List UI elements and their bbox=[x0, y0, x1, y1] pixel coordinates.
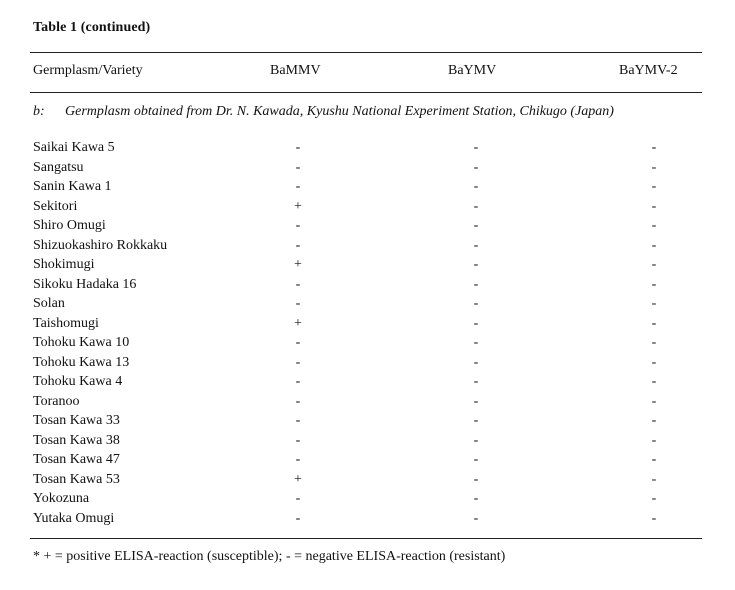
variety-cell: Toranoo bbox=[33, 393, 80, 409]
bammv-cell: - bbox=[295, 491, 301, 506]
variety-cell: Yokozuna bbox=[33, 491, 90, 506]
table-row bbox=[0, 199, 735, 219]
baymv-cell: - bbox=[473, 315, 479, 331]
variety-cell: Yutaka Omugi bbox=[33, 510, 115, 526]
table-row bbox=[0, 257, 735, 277]
baymv-cell: - bbox=[473, 432, 479, 448]
variety-cell: Tohoku Kawa 10 bbox=[33, 335, 130, 350]
variety-cell: Shokimugi bbox=[33, 257, 95, 272]
bammv-cell: - bbox=[295, 413, 301, 428]
baymv-cell: - bbox=[473, 179, 479, 194]
bammv-cell: - bbox=[295, 218, 301, 233]
baymv2-cell: - bbox=[651, 432, 657, 448]
section-tag: b: bbox=[33, 104, 45, 119]
baymv-cell: - bbox=[473, 452, 479, 467]
baymv-cell: - bbox=[473, 491, 479, 506]
table-row bbox=[0, 335, 735, 355]
bammv-cell: + bbox=[294, 471, 302, 487]
baymv-cell: - bbox=[473, 257, 479, 272]
bammv-cell: - bbox=[295, 335, 301, 350]
baymv-cell: - bbox=[473, 237, 479, 253]
table-row bbox=[0, 374, 735, 394]
baymv-cell: - bbox=[473, 393, 479, 409]
table-row bbox=[0, 491, 735, 511]
baymv2-cell: - bbox=[651, 393, 657, 409]
table-title: Table 1 (continued) bbox=[33, 20, 151, 35]
table-row bbox=[0, 316, 735, 336]
bammv-cell: - bbox=[295, 374, 301, 389]
table-row bbox=[0, 433, 735, 453]
table-row bbox=[0, 238, 735, 258]
baymv-cell: - bbox=[473, 510, 479, 526]
baymv-cell: - bbox=[473, 198, 479, 214]
variety-cell: Tosan Kawa 53 bbox=[33, 471, 120, 487]
baymv2-cell: - bbox=[651, 257, 657, 272]
baymv-cell: - bbox=[473, 218, 479, 233]
header-germplasm: Germplasm/Variety bbox=[33, 63, 143, 78]
baymv2-cell: - bbox=[651, 296, 657, 311]
bammv-cell: - bbox=[295, 276, 301, 292]
table-row bbox=[0, 140, 735, 160]
variety-cell: Taishomugi bbox=[33, 315, 99, 331]
bammv-cell: + bbox=[294, 257, 302, 272]
variety-cell: Shiro Omugi bbox=[33, 218, 106, 233]
table-row bbox=[0, 160, 735, 180]
baymv2-cell: - bbox=[651, 237, 657, 253]
baymv2-cell: - bbox=[651, 179, 657, 194]
section-text: Germplasm obtained from Dr. N. Kawada, Kyushu National Experiment Station, Chikugo (Japan) bbox=[65, 104, 614, 119]
table-row bbox=[0, 472, 735, 492]
header-baymv2: BaYMV-2 bbox=[619, 63, 678, 78]
baymv-cell: - bbox=[473, 471, 479, 487]
baymv2-cell: - bbox=[651, 471, 657, 487]
table-body bbox=[0, 140, 735, 530]
table-row bbox=[0, 452, 735, 472]
table-row bbox=[0, 277, 735, 297]
bammv-cell: - bbox=[295, 179, 301, 194]
bammv-cell: - bbox=[295, 452, 301, 467]
baymv2-cell: - bbox=[651, 452, 657, 467]
variety-cell: Solan bbox=[33, 296, 65, 311]
baymv2-cell: - bbox=[651, 510, 657, 526]
baymv2-cell: - bbox=[651, 140, 657, 155]
bammv-cell: - bbox=[295, 159, 301, 175]
baymv2-cell: - bbox=[651, 413, 657, 428]
bammv-cell: - bbox=[295, 237, 301, 253]
table-row bbox=[0, 179, 735, 199]
variety-cell: Saikai Kawa 5 bbox=[33, 140, 115, 155]
baymv-cell: - bbox=[473, 296, 479, 311]
bammv-cell: - bbox=[295, 510, 301, 526]
baymv2-cell: - bbox=[651, 335, 657, 350]
baymv-cell: - bbox=[473, 413, 479, 428]
baymv-cell: - bbox=[473, 335, 479, 350]
table-row bbox=[0, 218, 735, 238]
bammv-cell: + bbox=[294, 315, 302, 331]
baymv-cell: - bbox=[473, 159, 479, 175]
header-baymv: BaYMV bbox=[448, 63, 497, 78]
baymv2-cell: - bbox=[651, 374, 657, 389]
bammv-cell: - bbox=[295, 140, 301, 155]
header-rule bbox=[30, 92, 702, 93]
bammv-cell: - bbox=[295, 354, 301, 370]
table-row bbox=[0, 355, 735, 375]
variety-cell: Sikoku Hadaka 16 bbox=[33, 276, 137, 292]
table-row bbox=[0, 511, 735, 531]
variety-cell: Tosan Kawa 47 bbox=[33, 452, 120, 467]
table-row bbox=[0, 413, 735, 433]
baymv2-cell: - bbox=[651, 315, 657, 331]
baymv-cell: - bbox=[473, 354, 479, 370]
baymv2-cell: - bbox=[651, 198, 657, 214]
variety-cell: Tosan Kawa 33 bbox=[33, 413, 120, 428]
baymv-cell: - bbox=[473, 276, 479, 292]
bammv-cell: - bbox=[295, 296, 301, 311]
variety-cell: Sangatsu bbox=[33, 159, 84, 175]
variety-cell: Tohoku Kawa 4 bbox=[33, 374, 123, 389]
baymv2-cell: - bbox=[651, 159, 657, 175]
variety-cell: Sanin Kawa 1 bbox=[33, 179, 112, 194]
table-row bbox=[0, 296, 735, 316]
baymv2-cell: - bbox=[651, 491, 657, 506]
footnote: * + = positive ELISA-reaction (susceptible); - = negative ELISA-reaction (resistant) bbox=[33, 549, 506, 564]
variety-cell: Tohoku Kawa 13 bbox=[33, 354, 130, 370]
top-rule bbox=[30, 52, 702, 53]
header-bammv: BaMMV bbox=[270, 63, 321, 78]
baymv-cell: - bbox=[473, 374, 479, 389]
variety-cell: Shizuokashiro Rokkaku bbox=[33, 237, 168, 253]
bammv-cell: + bbox=[294, 198, 302, 214]
baymv2-cell: - bbox=[651, 276, 657, 292]
baymv2-cell: - bbox=[651, 354, 657, 370]
bammv-cell: - bbox=[295, 432, 301, 448]
baymv-cell: - bbox=[473, 140, 479, 155]
variety-cell: Tosan Kawa 38 bbox=[33, 432, 120, 448]
baymv2-cell: - bbox=[651, 218, 657, 233]
bottom-rule bbox=[30, 538, 702, 539]
table-row bbox=[0, 394, 735, 414]
section-heading bbox=[33, 102, 693, 121]
variety-cell: Sekitori bbox=[33, 198, 78, 214]
bammv-cell: - bbox=[295, 393, 301, 409]
